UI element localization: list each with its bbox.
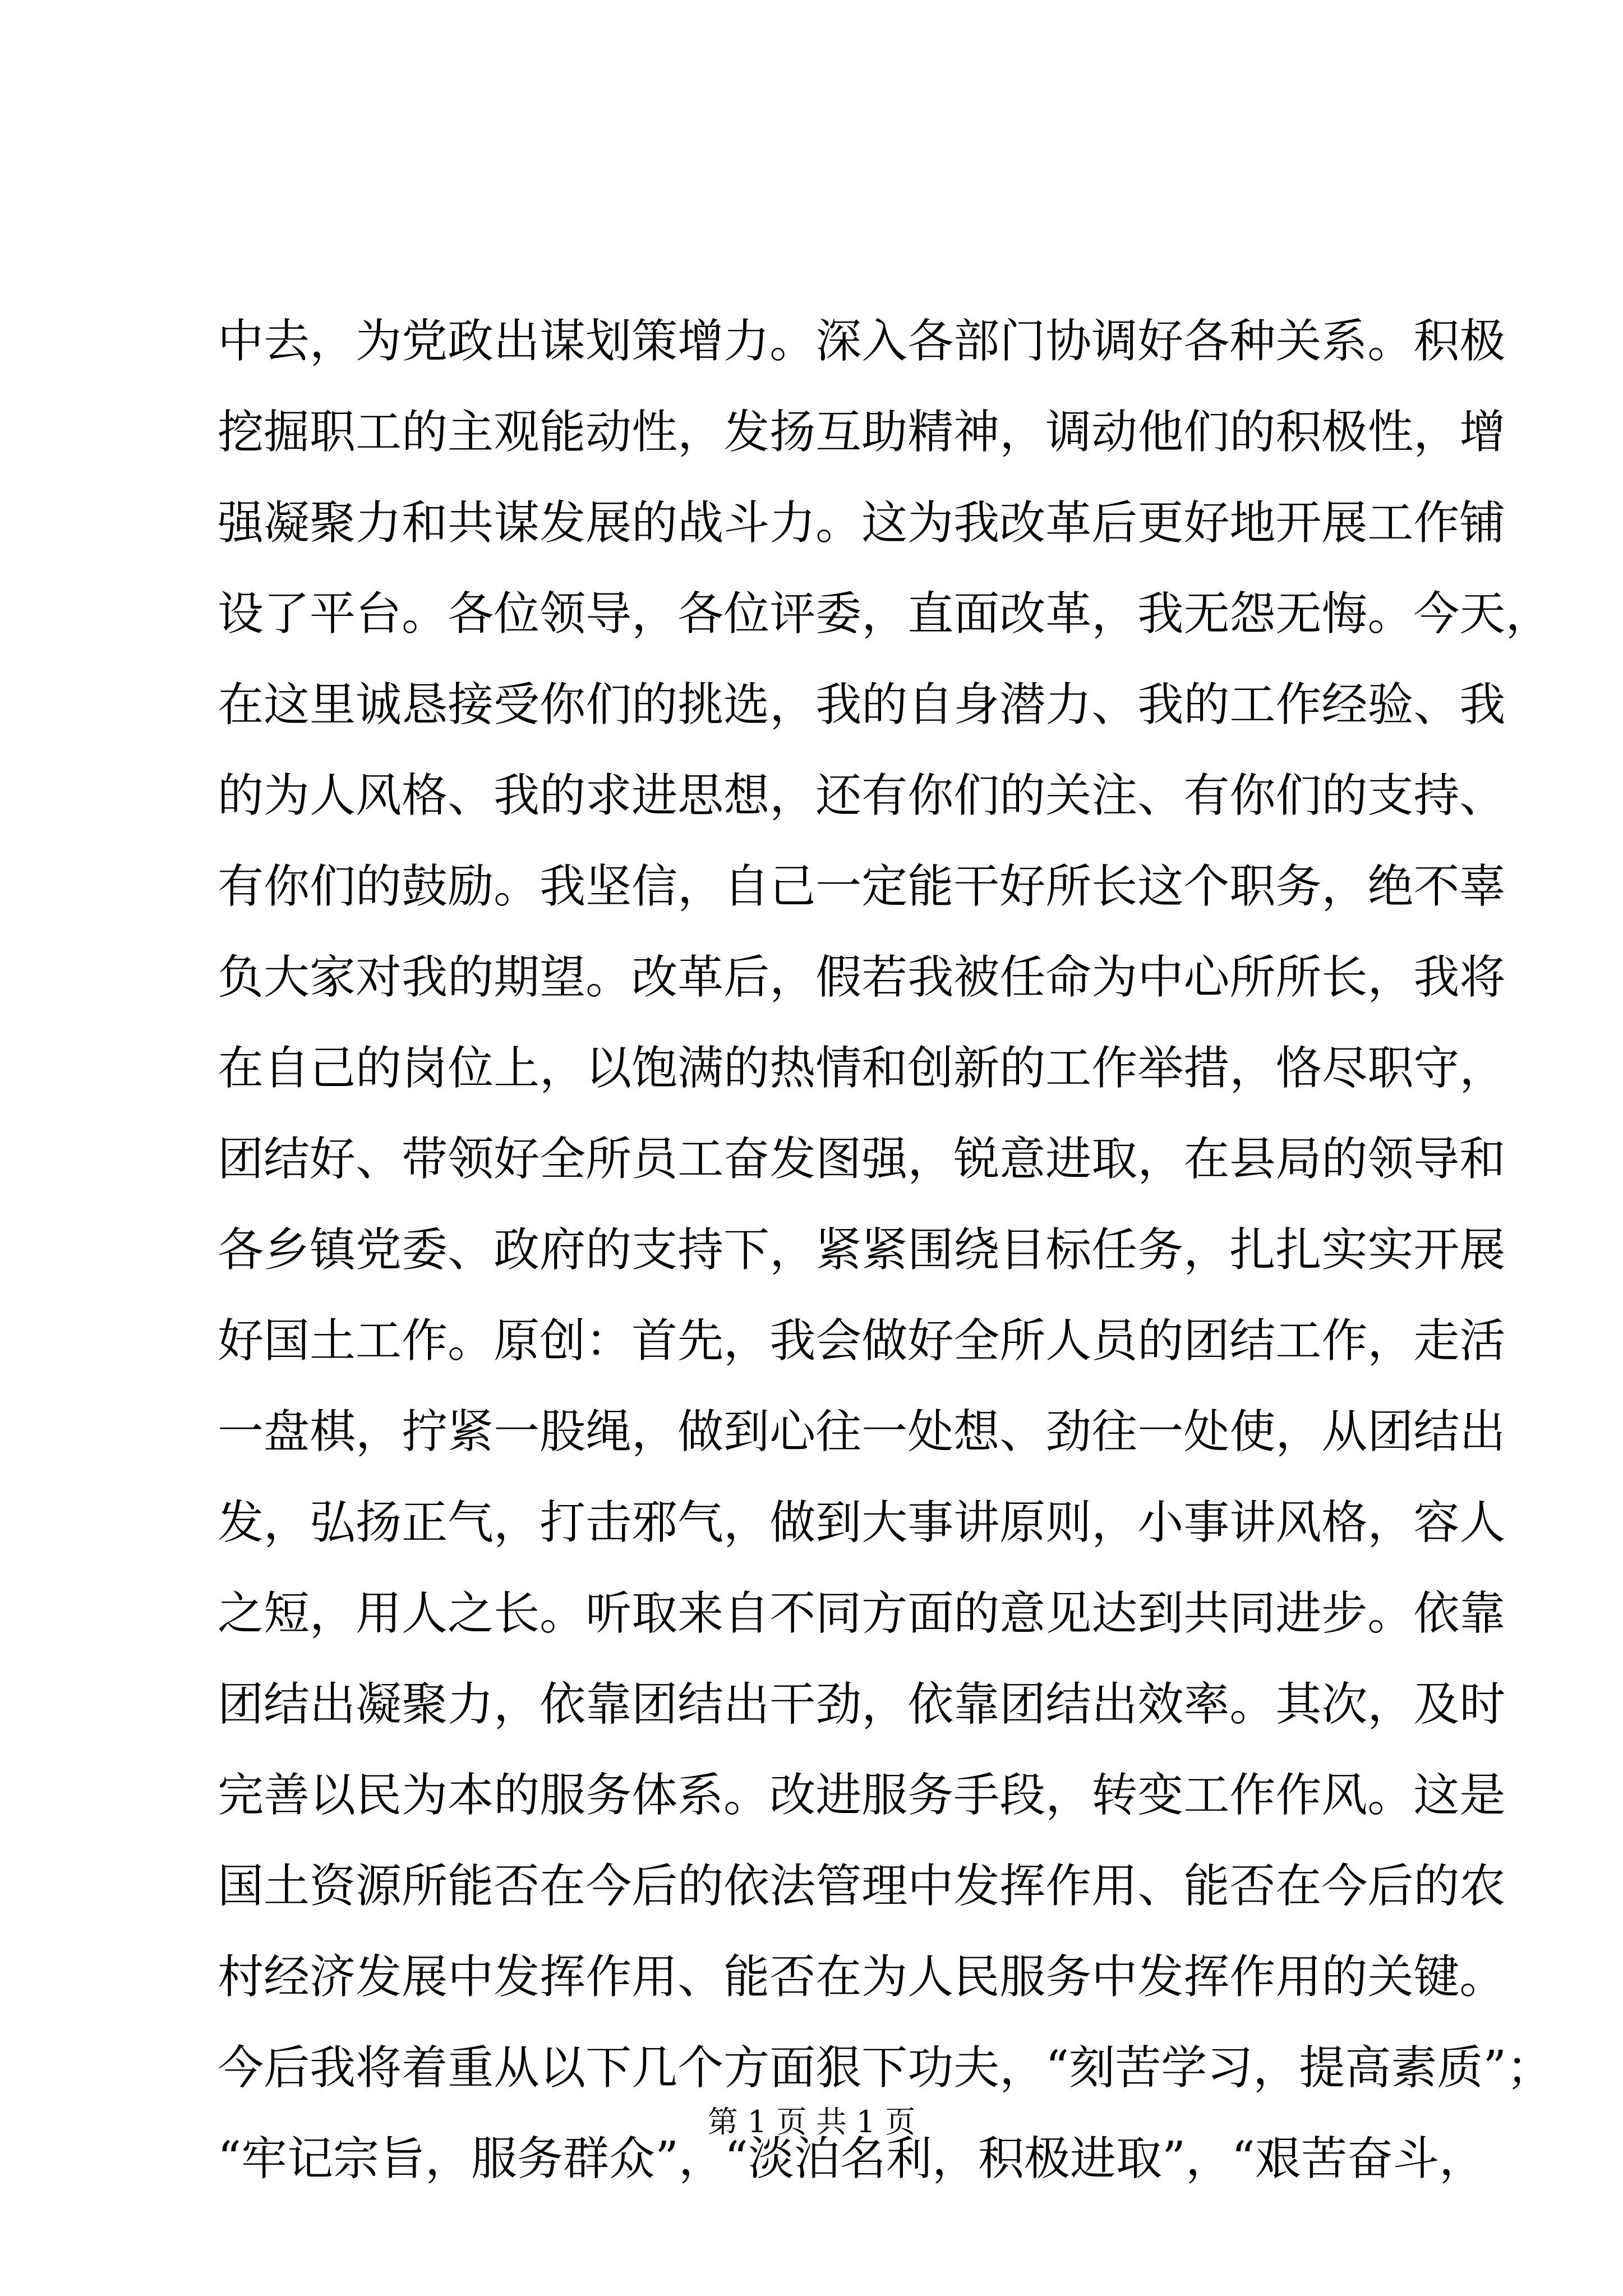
text-line: 团 结 出 凝 聚 力 ， 依 靠 团 结 出 干 劲 ， 依 靠 团 结 出 效 率 。 其 次 ， 及 时 bbox=[218, 1678, 1506, 1731]
text-line: 国 土 资 源 所 能 否 在 今 后 的 依 法 管 理 中 发 挥 作 用 、 能 否 在 今 后 的 农 bbox=[218, 1860, 1506, 1913]
text-line: 各 乡 镇 党 委 、 政 府 的 支 持 下 ， 紧 紧 围 绕 目 标 任 务 ， 扎 扎 实 实 开 展 bbox=[218, 1223, 1506, 1277]
text-line: 负 大 家 对 我 的 期 望 。 改 革 后 ， 假 若 我 被 任 命 为 中 心 所 所 长 ， 我 将 bbox=[218, 951, 1506, 1004]
text-line: 设 了 平 台 。 各 位 领 导 ， 各 位 评 委 ， 直 面 改 革 ， 我 无 怨 无 悔 。 今 天 ， bbox=[218, 587, 1552, 641]
text-line: 在 这 里 诚 恳 接 受 你 们 的 挑 选 ， 我 的 自 身 潜 力 、 我 的 工 作 经 验 、 我 bbox=[218, 678, 1506, 731]
text-line: 的 为 人 风 格 、 我 的 求 进 思 想 ， 还 有 你 们 的 关 注 、 有 你 们 的 支 持 、 bbox=[218, 769, 1506, 822]
page-number-footer: 第 1 页 共 1 页 bbox=[707, 2104, 916, 2139]
text-line: 完 善 以 民 为 本 的 服 务 体 系 。 改 进 服 务 手 段 ， 转 变 工 作 作 风 。 这 是 bbox=[218, 1769, 1506, 1822]
document-body bbox=[218, 296, 1553, 2205]
text-line: 之 短 ， 用 人 之 长 。 听 取 来 自 不 同 方 面 的 意 见 达 到 共 同 进 步 。 依 靠 bbox=[218, 1587, 1506, 1640]
text-line: 村 经 济 发 展 中 发 挥 作 用 、 能 否 在 为 人 民 服 务 中 发 挥 作 用 的 关 键 。 bbox=[218, 1950, 1506, 2004]
text-line: 强 凝 聚 力 和 共 谋 发 展 的 战 斗 力 。 这 为 我 改 革 后 更 好 地 开 展 工 作 铺 bbox=[218, 496, 1506, 550]
text-line: 在 自 己 的 岗 位 上 ， 以 饱 满 的 热 情 和 创 新 的 工 作 举 措 ， 恪 尽 职 守 ， bbox=[218, 1042, 1506, 1095]
text-line: 团 结 好 、 带 领 好 全 所 员 工 奋 发 图 强 ， 锐 意 进 取 ， 在 县 局 的 领 导 和 bbox=[218, 1133, 1506, 1186]
text-line: 发 ， 弘 扬 正 气 ， 打 击 邪 气 ， 做 到 大 事 讲 原 则 ， 小 事 讲 风 格 ， 容 人 bbox=[218, 1496, 1506, 1549]
text-line: 挖 掘 职 工 的 主 观 能 动 性 ， 发 扬 互 助 精 神 ， 调 动 他 们 的 积 极 性 ， 增 bbox=[218, 406, 1506, 459]
text-line: “ 牢 记 宗 旨 ， 服 务 群 众 ” ， “ 淡 泊 名 利 ， 积 极 进 取 ” ， “ 艰 苦 奋 斗 ， bbox=[218, 2132, 1485, 2185]
text-line: 有 你 们 的 鼓 励 。 我 坚 信 ， 自 己 一 定 能 干 好 所 长 这 个 职 务 ， 绝 不 辜 bbox=[218, 860, 1506, 913]
text-line: 好 国 土 工 作 。 原 创 ： 首 先 ， 我 会 做 好 全 所 人 员 的 团 结 工 作 ， 走 活 bbox=[218, 1314, 1506, 1368]
text-line: 中 去 ， 为 党 政 出 谋 划 策 增 力 。 深 入 各 部 门 协 调 好 各 种 关 系 。 积 极 bbox=[218, 315, 1506, 368]
text-line: 一 盘 棋 ， 拧 紧 一 股 绳 ， 做 到 心 往 一 处 想 、 劲 往 一 处 使 ， 从 团 结 出 bbox=[218, 1405, 1506, 1458]
text-line: 今 后 我 将 着 重 从 以 下 几 个 方 面 狠 下 功 夫 ， “ 刻 苦 学 习 ， 提 高 素 质 ” ； bbox=[218, 2041, 1553, 2095]
